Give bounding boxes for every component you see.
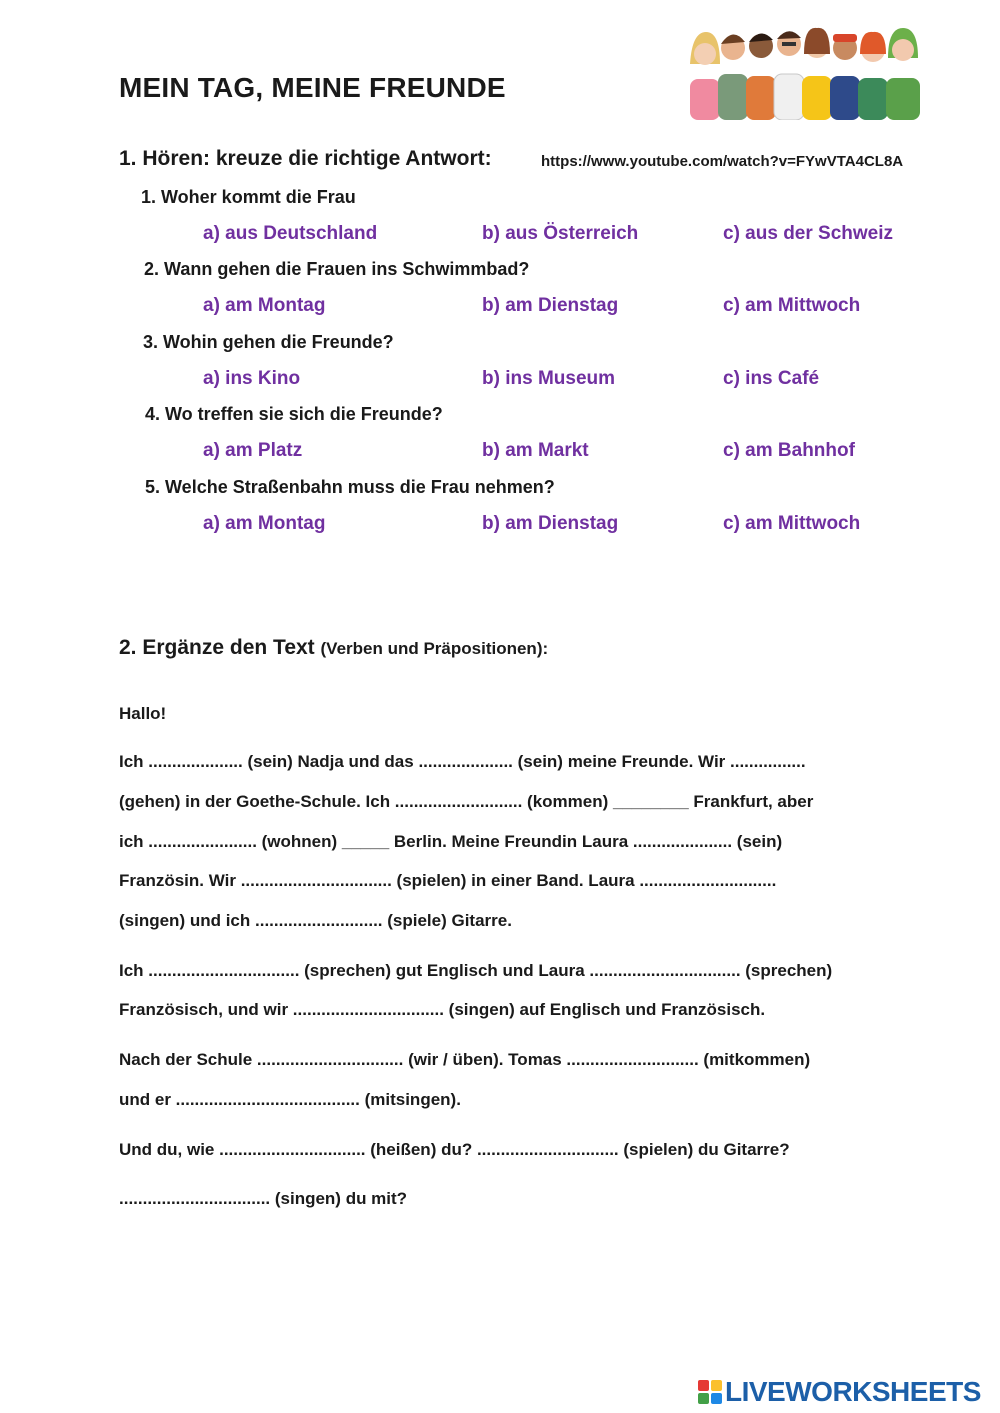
q5-option-c[interactable]: c) am Mittwoch — [723, 513, 861, 534]
video-url[interactable]: https://www.youtube.com/watch?v=FYwVTA4CL8A — [541, 153, 904, 170]
gap-text-line[interactable]: ................................ (singen) du mit? — [119, 1189, 408, 1208]
person-7 — [858, 32, 888, 120]
section-2-heading — [119, 636, 548, 660]
question-3: 3. Wohin gehen die Freunde? — [143, 332, 394, 352]
gap-text-line[interactable]: (singen) und ich ........................... (spiele) Gitarre. — [119, 911, 512, 930]
person-3 — [746, 33, 776, 120]
q4-option-b[interactable]: b) am Markt — [482, 440, 589, 461]
liveworksheets-brand — [697, 1375, 981, 1409]
section-2-title: 2. Ergänze den Text — [119, 636, 315, 659]
friends-illustration — [688, 24, 940, 120]
q4-option-a[interactable]: a) am Platz — [203, 440, 303, 461]
person-8 — [886, 28, 920, 120]
gap-text-line[interactable]: Und du, wie ............................... (heißen) du? .............................. (spielen) du Gitarre? — [119, 1140, 790, 1159]
q3-option-b[interactable]: b) ins Museum — [482, 368, 616, 389]
gap-text-line[interactable]: und er ....................................... (mitsingen). — [119, 1090, 461, 1109]
gap-text-line[interactable]: ich ....................... (wohnen) _____ Berlin. Meine Freundin Laura ..................... (sein) — [119, 832, 783, 851]
gap-text-line[interactable]: Französin. Wir ................................ (spielen) in einer Band. Laura ............................. — [119, 871, 777, 890]
question-4: 4. Wo treffen sie sich die Freunde? — [145, 404, 443, 424]
q2-option-a[interactable]: a) am Montag — [203, 295, 326, 316]
liveworksheets-logo-icon — [697, 1379, 723, 1405]
gap-text-line[interactable]: Ich .................... (sein) Nadja und das .................... (sein) meine Freunde. Wir ................ — [119, 752, 806, 771]
q3-option-a[interactable]: a) ins Kino — [203, 368, 301, 389]
q2-option-b[interactable]: b) am Dienstag — [482, 295, 619, 316]
section-2-subtitle: (Verben und Präpositionen): — [320, 639, 549, 658]
person-5 — [802, 28, 832, 120]
brand-text: LIVEWORKSHEETS — [725, 1376, 981, 1407]
letter-greeting: Hallo! — [119, 704, 167, 723]
gap-text-line[interactable]: Französisch, und wir ................................ (singen) auf Englisch und Französisch. — [119, 1000, 766, 1019]
q5-option-b[interactable]: b) am Dienstag — [482, 513, 619, 534]
q3-option-c[interactable]: c) ins Café — [723, 368, 820, 389]
section-1-heading: 1. Hören: kreuze die richtige Antwort: — [119, 147, 492, 170]
q4-option-c[interactable]: c) am Bahnhof — [723, 440, 855, 461]
q1-option-a[interactable]: a) aus Deutschland — [203, 223, 378, 244]
person-1 — [690, 32, 720, 120]
gap-text-line[interactable]: Ich ................................ (sprechen) gut Englisch und Laura ................................ (sprechen) — [119, 961, 833, 980]
q1-option-b[interactable]: b) aus Österreich — [482, 223, 639, 244]
q1-option-c[interactable]: c) aus der Schweiz — [723, 223, 894, 244]
q2-option-c[interactable]: c) am Mittwoch — [723, 295, 861, 316]
person-6 — [830, 34, 860, 120]
page-title: MEIN TAG, MEINE FREUNDE — [119, 72, 506, 103]
q5-option-a[interactable]: a) am Montag — [203, 513, 326, 534]
person-4 — [774, 31, 804, 120]
question-5: 5. Welche Straßenbahn muss die Frau nehmen? — [145, 477, 555, 497]
person-2 — [718, 34, 748, 120]
gap-text-line[interactable]: Nach der Schule ............................... (wir / üben). Tomas ............................ (mitkommen) — [119, 1050, 811, 1069]
question-2: 2. Wann gehen die Frauen ins Schwimmbad? — [144, 259, 530, 279]
question-1: 1. Woher kommt die Frau — [141, 187, 356, 207]
gap-text-line[interactable]: (gehen) in der Goethe-Schule. Ich ........................... (kommen) ________ Frankfurt, aber — [119, 792, 814, 811]
